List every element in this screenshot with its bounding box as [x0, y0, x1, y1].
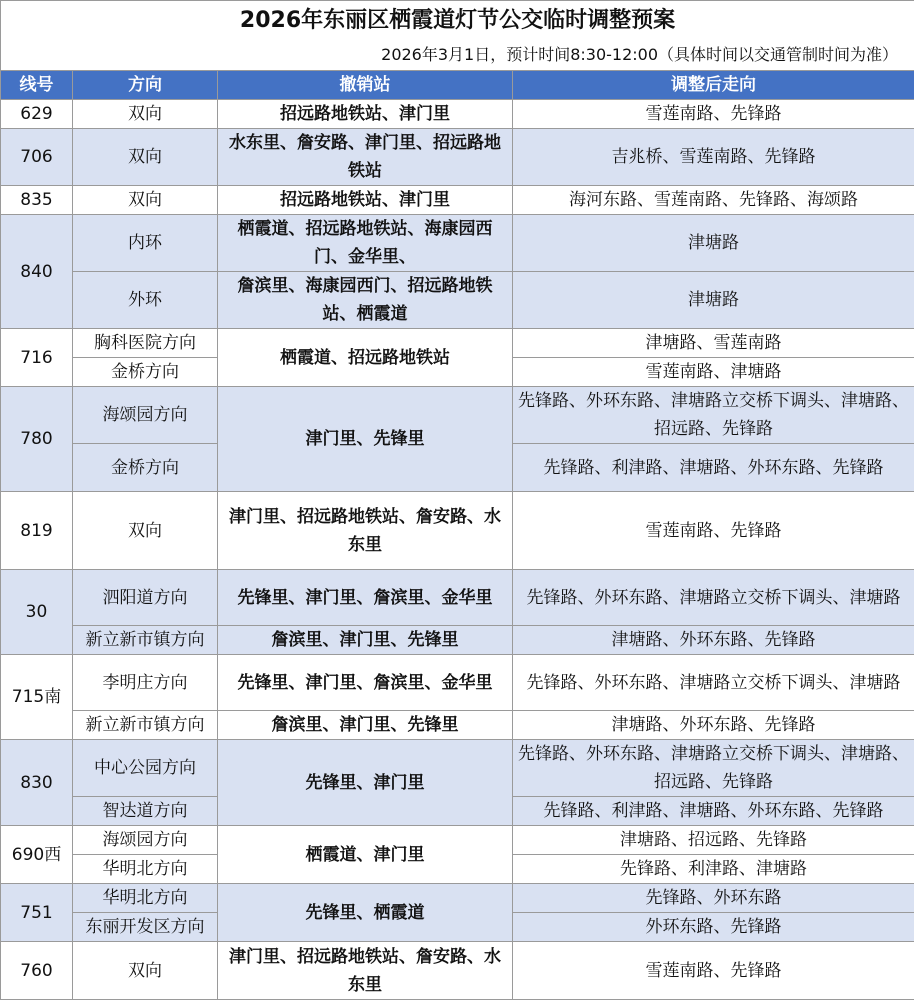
adjusted-route: 津塘路、外环东路、先锋路 — [513, 626, 914, 655]
line-number: 835 — [1, 186, 73, 215]
direction: 内环 — [73, 215, 218, 272]
direction: 中心公园方向 — [73, 740, 218, 797]
header-line: 线号 — [1, 71, 73, 100]
adjusted-route: 吉兆桥、雪莲南路、先锋路 — [513, 129, 914, 186]
line-number: 819 — [1, 492, 73, 570]
line-number: 706 — [1, 129, 73, 186]
line-number: 690西 — [1, 826, 73, 884]
adjusted-route: 先锋路、外环东路、津塘路立交桥下调头、津塘路、招远路、先锋路 — [513, 740, 914, 797]
table-row — [1, 492, 914, 570]
cancelled-stops: 先锋里、津门里、詹滨里、金华里 — [218, 655, 513, 711]
table-row — [1, 655, 914, 711]
direction: 智达道方向 — [73, 797, 218, 826]
adjusted-route: 津塘路、雪莲南路 — [513, 329, 914, 358]
adjusted-route: 津塘路 — [513, 215, 914, 272]
cancelled-stops: 先锋里、津门里 — [218, 740, 513, 826]
line-number: 751 — [1, 884, 73, 942]
adjusted-route: 先锋路、外环东路、津塘路立交桥下调头、津塘路、招远路、先锋路 — [513, 387, 914, 444]
direction: 新立新市镇方向 — [73, 711, 218, 740]
cancelled-stops: 招远路地铁站、津门里 — [218, 186, 513, 215]
line-number: 715南 — [1, 655, 73, 740]
adjusted-route: 雪莲南路、先锋路 — [513, 100, 914, 129]
direction: 东丽开发区方向 — [73, 913, 218, 942]
direction: 新立新市镇方向 — [73, 626, 218, 655]
direction: 双向 — [73, 100, 218, 129]
cancelled-stops: 先锋里、津门里、詹滨里、金华里 — [218, 570, 513, 626]
date-time-note: 2026年3月1日，预计时间8:30-12:00（具体时间以交通管制时间为准） — [1, 41, 914, 71]
header-row — [1, 71, 914, 100]
direction: 金桥方向 — [73, 358, 218, 387]
table-row — [1, 711, 914, 740]
table-row — [1, 626, 914, 655]
direction: 海颂园方向 — [73, 387, 218, 444]
cancelled-stops: 栖霞道、招远路地铁站、海康园西门、金华里、 — [218, 215, 513, 272]
table-row — [1, 942, 914, 1000]
cancelled-stops: 先锋里、栖霞道 — [218, 884, 513, 942]
header-adjusted-route: 调整后走向 — [513, 71, 914, 100]
adjusted-route: 先锋路、利津路、津塘路、外环东路、先锋路 — [513, 797, 914, 826]
direction: 外环 — [73, 272, 218, 329]
cancelled-stops: 栖霞道、津门里 — [218, 826, 513, 884]
cancelled-stops: 津门里、招远路地铁站、詹安路、水东里 — [218, 942, 513, 1000]
table-row — [1, 215, 914, 272]
adjusted-route: 先锋路、外环东路、津塘路立交桥下调头、津塘路 — [513, 570, 914, 626]
adjusted-route: 先锋路、外环东路、津塘路立交桥下调头、津塘路 — [513, 655, 914, 711]
cancelled-stops: 津门里、招远路地铁站、詹安路、水东里 — [218, 492, 513, 570]
cancelled-stops: 詹滨里、海康园西门、招远路地铁站、栖霞道 — [218, 272, 513, 329]
direction: 李明庄方向 — [73, 655, 218, 711]
direction: 双向 — [73, 492, 218, 570]
table-row — [1, 129, 914, 186]
adjusted-route: 先锋路、利津路、津塘路、外环东路、先锋路 — [513, 444, 914, 492]
direction: 海颂园方向 — [73, 826, 218, 855]
cancelled-stops: 招远路地铁站、津门里 — [218, 100, 513, 129]
adjusted-route: 津塘路、外环东路、先锋路 — [513, 711, 914, 740]
adjusted-route: 津塘路 — [513, 272, 914, 329]
direction: 华明北方向 — [73, 884, 218, 913]
adjusted-route: 津塘路、招远路、先锋路 — [513, 826, 914, 855]
direction: 双向 — [73, 186, 218, 215]
table-row — [1, 329, 914, 358]
table-row — [1, 884, 914, 913]
line-number: 629 — [1, 100, 73, 129]
adjusted-route: 海河东路、雪莲南路、先锋路、海颂路 — [513, 186, 914, 215]
cancelled-stops: 詹滨里、津门里、先锋里 — [218, 711, 513, 740]
table-row — [1, 387, 914, 444]
page-title: 2026年东丽区栖霞道灯节公交临时调整预案 — [1, 1, 914, 41]
direction: 华明北方向 — [73, 855, 218, 884]
line-number: 830 — [1, 740, 73, 826]
table-row — [1, 826, 914, 855]
cancelled-stops: 栖霞道、招远路地铁站 — [218, 329, 513, 387]
adjusted-route: 先锋路、外环东路 — [513, 884, 914, 913]
adjusted-route: 外环东路、先锋路 — [513, 913, 914, 942]
table-row — [1, 100, 914, 129]
header-cancelled-stops: 撤销站 — [218, 71, 513, 100]
direction: 金桥方向 — [73, 444, 218, 492]
direction: 泗阳道方向 — [73, 570, 218, 626]
line-number: 760 — [1, 942, 73, 1000]
line-number: 780 — [1, 387, 73, 492]
table-row — [1, 740, 914, 797]
cancelled-stops: 水东里、詹安路、津门里、招远路地铁站 — [218, 129, 513, 186]
cancelled-stops: 詹滨里、津门里、先锋里 — [218, 626, 513, 655]
line-number: 716 — [1, 329, 73, 387]
direction: 胸科医院方向 — [73, 329, 218, 358]
table-row — [1, 186, 914, 215]
header-direction: 方向 — [73, 71, 218, 100]
direction: 双向 — [73, 129, 218, 186]
direction: 双向 — [73, 942, 218, 1000]
adjusted-route: 先锋路、利津路、津塘路 — [513, 855, 914, 884]
adjusted-route: 雪莲南路、先锋路 — [513, 942, 914, 1000]
adjusted-route: 雪莲南路、先锋路 — [513, 492, 914, 570]
table-row — [1, 570, 914, 626]
line-number: 840 — [1, 215, 73, 329]
adjusted-route: 雪莲南路、津塘路 — [513, 358, 914, 387]
cancelled-stops: 津门里、先锋里 — [218, 387, 513, 492]
line-number: 30 — [1, 570, 73, 655]
table-row — [1, 272, 914, 329]
